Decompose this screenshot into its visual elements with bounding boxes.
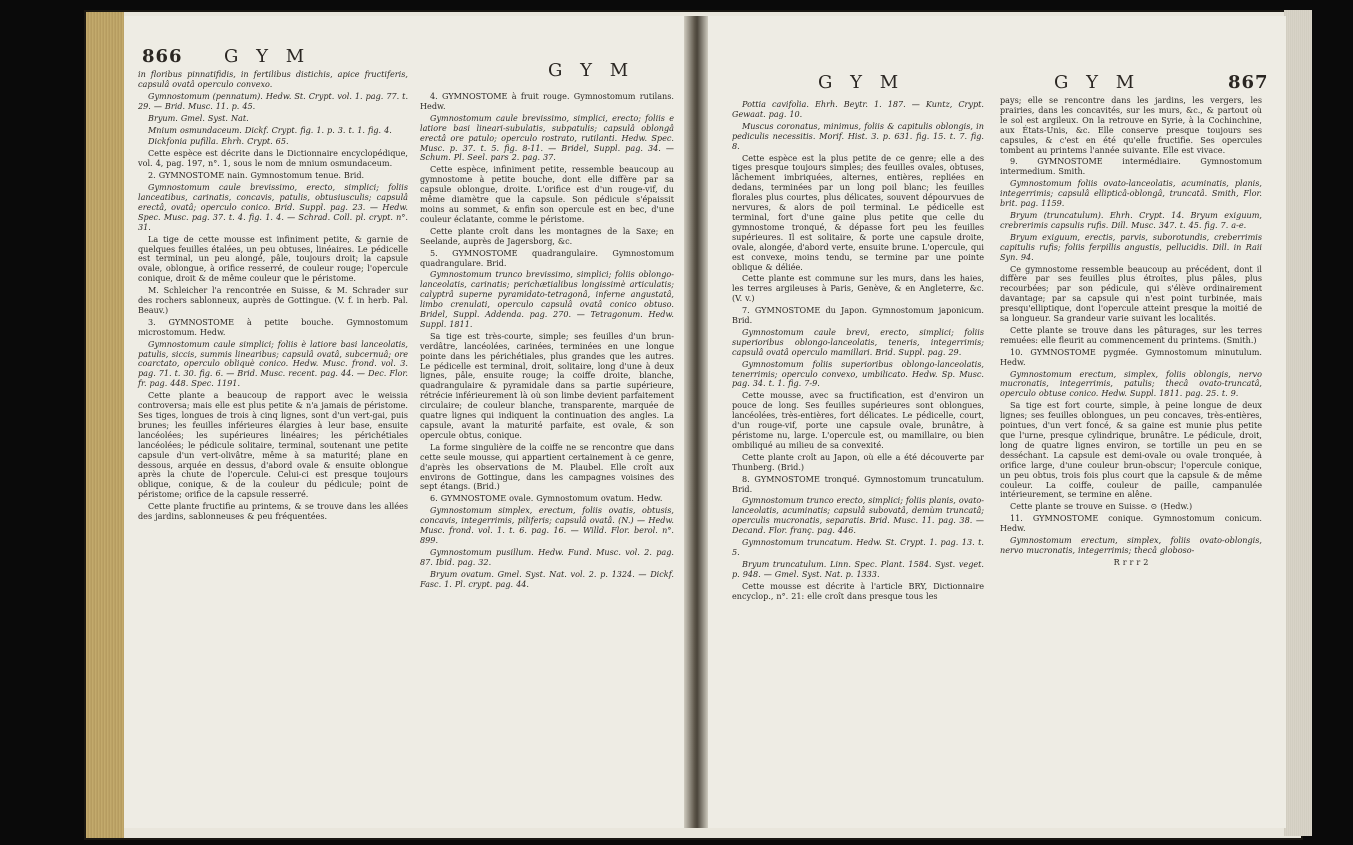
book-gutter <box>684 16 708 828</box>
paragraph: Bryum (truncatulum). Ehrh. Crypt. 14. Bryum exiguum, crebrerimis capsulis rufis. Dill. Musc. 347. t. 45. fig. 7. a-e. <box>1000 209 1262 230</box>
paragraph: Gymnostomum foliis ovato-lanceolatis, acuminatis, planis, integerrimis; capsulâ ellipticâ-oblongâ, truncatâ. Smith, Flor. brit. pag. 1159. <box>1000 178 1262 209</box>
right-column-2 <box>1000 96 1262 570</box>
paragraph: Cette plante se trouve dans les pâturages, sur les terres remuées: elle fleurit au commencement du printems. (Smith.) <box>1000 324 1262 345</box>
left-column-1 <box>138 70 408 524</box>
paragraph: Cette plante fructifie au printems, & se trouve dans les allées des jardins, sablonneuses & peu fréquentées. <box>138 501 408 522</box>
paragraph: La tige de cette mousse est infiniment petite, & garnie de quelques feuilles étalées, un peu obtuses, linéaires. Le pédicelle est terminal, un peu alongé, pâle, toujours droit; la capsule ovale, oblongue, à orifice resserré, de couleur rouge; l'opercule conique, droit & de même couleur que le péristome. <box>138 233 408 284</box>
paragraph: Gymnostomum caule brevissimo, simplici, erecto; foliis e latiore basi lineari-subulatis, subpatulis; capsulâ oblongâ erectâ ore patulo; operculo rostrato, rutilanti. Hedw. Spec. Musc. p. 37. t. 5. fig. 8-11. — Bridel, Suppl. pag. 34. — Schum. Pl. Seel. pars 2. pag. 37. <box>420 112 674 163</box>
paragraph: Gymnostomum (pennatum). Hedw. St. Crypt. vol. 1. pag. 77. t. 29. — Brid. Musc. 11. p. 45. <box>138 90 409 111</box>
paragraph: Cette espèce est la plus petite de ce genre; elle a des tiges presque toujours simples; des feuilles ovales, obtuses, lâchement imbriquées, alternes, entières, repliées en dedans, terminées par un long poil blanc; les feuilles florales plus courtes, plus délicates, souvent dépourvues de nervures, & alors de poil terminal. Le pédicelle est terminal, fort d'une gaine plus petite que celle du gymnostome tronqué, & dépasse fort peu les feuilles supérieures. Il est solitaire, & porte une capsule droite, ovale, alongée, d'abord verte, ensuite brune. L'opercule, qui est convexe, moins tendu, se termine par une pointe oblique & déliée. <box>732 152 984 272</box>
right-running-head-col1: G Y M <box>818 72 905 93</box>
paragraph: Cette mousse, avec sa fructification, est d'environ un pouce de long. Ses feuilles supérieures sont oblongues, lancéolées, très-entières, fort délicates. Le pédicelle, court, d'un rouge-vif, porte une capsule ovale, brunâtre, à péristome nu, large. L'opercule est, ou mamillaire, ou bien ombiliqué au milieu de sa convexité. <box>732 390 984 450</box>
left-page-number: 866 <box>142 46 183 67</box>
paragraph: Bryum exiguum, erectis, parvis, suborotundis, creberrimis capitulis rufis; foliis ferpillis angustis, pellucidis. Dill. in Raii Syn. 94. <box>1000 231 1262 262</box>
paragraph: Gymnostomum caule brevissimo, erecto, simplici; foliis lanceatibus, carinatis, concavis, patulis, obtusiusculis; capsulâ erectâ, ovatâ; operculo conico. Brid. Suppl. pag. 23. — Hedw. Spec. Musc. pag. 37. t. 4. fig. 1. 4. — Schrad. Coll. pl. crypt. n°. 31. <box>138 182 408 232</box>
paragraph: Gymnostomum pusillum. Hedw. Fund. Musc. vol. 2. pag. 87. Ibid. pag. 32. <box>420 546 674 567</box>
paragraph: Gymnostomum erectum, simplex, foliis ovato-oblongis, nervo mucronatis, integerrimis; thecâ globoso- <box>1000 535 1262 555</box>
species-heading: 4. GYMNOSTOME à fruit rouge. Gymnostomum rutilans. Hedw. <box>420 91 674 111</box>
paragraph: Bryum. Gmel. Syst. Nat. <box>148 112 249 123</box>
species-heading: 6. GYMNOSTOME ovale. Gymnostomum ovatum. Hedw. <box>430 493 663 504</box>
species-heading: 9. GYMNOSTOME intermédiaire. Gymnostomum intermedium. Smith. <box>1000 156 1262 177</box>
paragraph: Cette mousse est décrite à l'article BRY, Dictionnaire encyclop., n°. 21: elle croît dans presque tous les <box>732 580 984 601</box>
paragraph: Bryum ovatum. Gmel. Syst. Nat. vol. 2. p. 1324. — Dickf. Fasc. 1. Pl. crypt. pag. 44. <box>420 568 674 589</box>
species-heading: 2. GYMNOSTOME nain. Gymnostomum tenue. Brid. <box>148 170 365 181</box>
paragraph: La forme singulière de la coiffe ne se rencontre que dans cette seule mousse, qui appartient certainement à ce genre, d'après les observations de M. Plaubel. Elle croît aux environs de Gottingue, dans les campagnes voisines des sept étangs. (Brid.) <box>420 441 674 492</box>
paragraph: Gymnostomum caule simplici; foliis è latiore basi lanceolatis, patulis, siccis, summis linearibus; capsulâ ovatâ, subcernuâ; ore coarctato, operculo obliquè conico. Hedw. Musc. frond. vol. 3. pag. 71. t. 30. fig. 6. — Brid. Musc. recent. pag. 44. — Dec. Flor. fr. pag. 448. Spec. 1191. <box>138 338 408 389</box>
paragraph: Cette plante croît dans les montagnes de la Saxe; en Seelande, auprès de Jagersborg, &c. <box>420 225 674 246</box>
paragraph: Muscus coronatus, minimus, foliis & capitulis oblongis, in pediculis necessitis. Morif. Hist. 3. p. 631. fig. 15. t. 7. fig. 8. <box>732 120 984 151</box>
paragraph: pays; elle se rencontre dans les jardins, les vergers, les prairies, dans les concavités, sur les murs, &c., & partout où le sol est argileux. On la retrouve en Syrie, à la Cochinchine, aux États-Unis, &c. Elle conserve presque toujours ses capsules, & c'est en été qu'elle fructifie. Ses opercules tombent au printems l'année suivante. Elle est vivace. <box>1000 95 1262 155</box>
left-running-head: G Y M <box>224 46 311 67</box>
left-column-2 <box>420 92 674 592</box>
left-page <box>124 16 684 828</box>
paragraph: Cette plante a beaucoup de rapport avec le weissia controversa; mais elle est plus petite & n'a jamais de péristome. Ses tiges, longues de trois à cinq lignes, sont d'un vert-gai, puis brunes; les feuilles inférieures élargies à leur base, ensuite lancéolées; les supérieures linéaires; les périchétiales lancéolées; le pédicule solitaire, terminal, soutenant une petite capsule d'un vert-olivâtre, même à sa maturité; plane en dessous, arquée en dessus, d'abord ovale & ensuite oblongue après la chute de l'opercule. Celui-ci est presque toujours oblique, conique, & de la couleur du pédicule; point de péristome; orifice de la capsule resserré. <box>138 390 408 500</box>
species-heading: 3. GYMNOSTOME à petite bouche. Gymnostomum microstomum. Hedw. <box>138 316 408 337</box>
paragraph: Gymnostomum trunco erecto, simplici; foliis planis, ovato-lanceolatis, acuminatis; capsulâ subovatâ, demùm truncatâ; operculis mucronatis, separatis. Brid. Musc. 11. pag. 38. — Decand. Flor. franç. pag. 446. <box>732 495 984 536</box>
paragraph: Pottia cavifolia. Ehrh. Beytr. 1. 187. — Kuntz, Crypt. Gewaat. pag. 10. <box>732 99 984 119</box>
paragraph: Gymnostomum foliis superioribus oblongo-lanceolatis, tenerrimis; operculo convexo, umbilicato. Hedw. Sp. Musc. pag. 34. t. 1. fig. 7-9. <box>732 358 984 389</box>
paragraph: M. Schleicher l'a rencontrée en Suisse, & M. Schrader sur des rochers sablonneux, auprès de Gottingue. (V. f. in herb. Pal. Beauv.) <box>138 285 408 315</box>
species-heading: 5. GYMNOSTOME quadrangulaire. Gymnostomum quadrangulare. Brid. <box>420 247 674 268</box>
paragraph: in floribus pinnatifidis, in fertilibus distichis, apice fructiferis, capsulâ ovatâ operculo convexo. <box>138 69 408 89</box>
book-fore-edge-left <box>86 12 124 838</box>
right-page-number: 867 <box>1228 72 1269 93</box>
paragraph: Cette plante croît au Japon, où elle a été découverte par Thunberg. (Brid.) <box>732 451 984 472</box>
paragraph: Cette plante se trouve en Suisse. ⊙ (Hedw.) <box>1010 501 1193 512</box>
paragraph: Gymnostomum caule brevi, erecto, simplici; foliis superioribus oblongo-lanceolatis, teneris, integerrimis; capsulâ ovatâ operculo mamillari. Brid. Suppl. pag. 29. <box>732 326 984 357</box>
right-column-1 <box>732 100 984 604</box>
right-page <box>708 16 1286 828</box>
paragraph: Cette espèce est décrite dans le Dictionnaire encyclopédique, vol. 4, pag. 197, n°. 1, sous le nom de mnium osmundaceum. <box>138 148 408 169</box>
species-heading: 8. GYMNOSTOME tronqué. Gymnostomum truncatulum. Brid. <box>732 473 984 494</box>
paragraph: Dickfonia pufilla. Ehrh. Crypt. 65. <box>148 136 289 147</box>
paragraph: Bryum truncatulum. Linn. Spec. Plant. 1584. Syst. veget. p. 948. — Gmel. Syst. Nat. p. 1333. <box>732 558 984 579</box>
paragraph: Cette espèce, infiniment petite, ressemble beaucoup au gymnostome à petite bouche, dont elle diffère par sa capsule oblongue, droite. L'orifice est d'un rouge-vif, du même diamètre que la capsule. Son pédicule s'épaissit moins au sommet, & enfin son opercule est en bec, d'une couleur éclatante, comme le péristome. <box>420 164 674 224</box>
book-fore-edge-right <box>1284 10 1312 836</box>
signature-mark: R r r r 2 <box>1113 556 1149 567</box>
paragraph: Sa tige est très-courte, simple; ses feuilles d'un brun-verdâtre, lancéolées, carinées, terminées en une longue pointe dans les périchétiales, plus grandes que les autres. Le pédicelle est terminal, droit, solitaire, long d'une à deux lignes, pâle, ensuite rouge; la coiffe droite, blanche, quadrangulaire & pyramidale dans sa partie supérieure, rétrécie inférieurement là où son limbe devient parfaitement circulaire; de couleur blanche, transparente, marquée de quatre lignes qui indiquent la continuation des angles. La capsule, avant la maturité parfaite, est ovale, & son opercule obtus, conique. <box>420 330 674 440</box>
right-running-head: G Y M <box>1054 72 1141 93</box>
paragraph: Gymnostomum erectum, simplex, foliis oblongis, nervo mucronatis, integerrimis, patulis; thecâ ovato-truncatâ, operculo obtuse conico. Hedw. Suppl. 1811. pag. 25. t. 9. <box>1000 368 1262 399</box>
left-running-head-col2: G Y M <box>548 60 635 81</box>
species-heading: 7. GYMNOSTOME du Japon. Gymnostomum japonicum. Brid. <box>732 305 984 326</box>
paragraph: Sa tige est fort courte, simple, à peine longue de deux lignes; ses feuilles oblongues, un peu concaves, très-entières, pointues, d'un vert foncé, & sa gaine est munie plus petite que l'urne, presque cylindrique, brunâtre. Le pédicule, droit, long de quatre lignes environ, se tortille un peu en se desséchant. La capsule est demi-ovale ou ovale tronquée, à orifice large, d'une couleur brun-obscur; l'opercule conique, un peu obtus, trois fois plus court que la capsule & de même couleur. La coiffe, couleur de paille, campanulée intérieurement, se termine en alêne. <box>1000 400 1262 500</box>
paragraph: Gymnostomum trunco brevissimo, simplici; foliis oblongo-lanceolatis, carinatis; perichætialibus longissimè articulatis; calyptrâ superne pyramidato-tetragonâ, inferne angustatâ, limbo crenulati, operculo capsulâ ovatâ conico obtuso. Bridel, Suppl. Addenda. pag. 270. — Tetragonum. Hedw. Suppl. 1811. <box>420 269 674 329</box>
species-heading: 11. GYMNOSTOME conique. Gymnostomum conicum. Hedw. <box>1000 513 1262 534</box>
species-heading: 10. GYMNOSTOME pygmée. Gymnostomum minutulum. Hedw. <box>1000 346 1262 367</box>
paragraph: Cette plante est commune sur les murs, dans les haies, les terres argileuses à Paris, Genève, & en Angleterre, &c. (V. v.) <box>732 273 984 304</box>
paragraph: Mnium osmundaceum. Dickf. Crypt. fig. 1. p. 3. t. 1. fig. 4. <box>148 124 392 135</box>
paragraph: Gymnostomum simplex, erectum, foliis ovatis, obtusis, concavis, integerrimis, piliferis; capsulâ ovatâ. (N.) — Hedw. Musc. frond. vol. 1. t. 6. pag. 16. — Willd. Flor. berol. n°. 899. <box>420 505 674 545</box>
paragraph: Gymnostomum truncatum. Hedw. St. Crypt. 1. pag. 13. t. 5. <box>732 537 984 557</box>
paragraph: Ce gymnostome ressemble beaucoup au précédent, dont il diffère par ses feuilles plus étroites, plus pâles, plus recourbées; par son pédicule, qui s'élève ordinairement davantage; par sa capsule qui n'est point turbinée, mais presqu'elliptique, dont l'opercule atteint presque la moitié de sa longueur. Sa grandeur varie suivant les localités. <box>1000 263 1262 324</box>
